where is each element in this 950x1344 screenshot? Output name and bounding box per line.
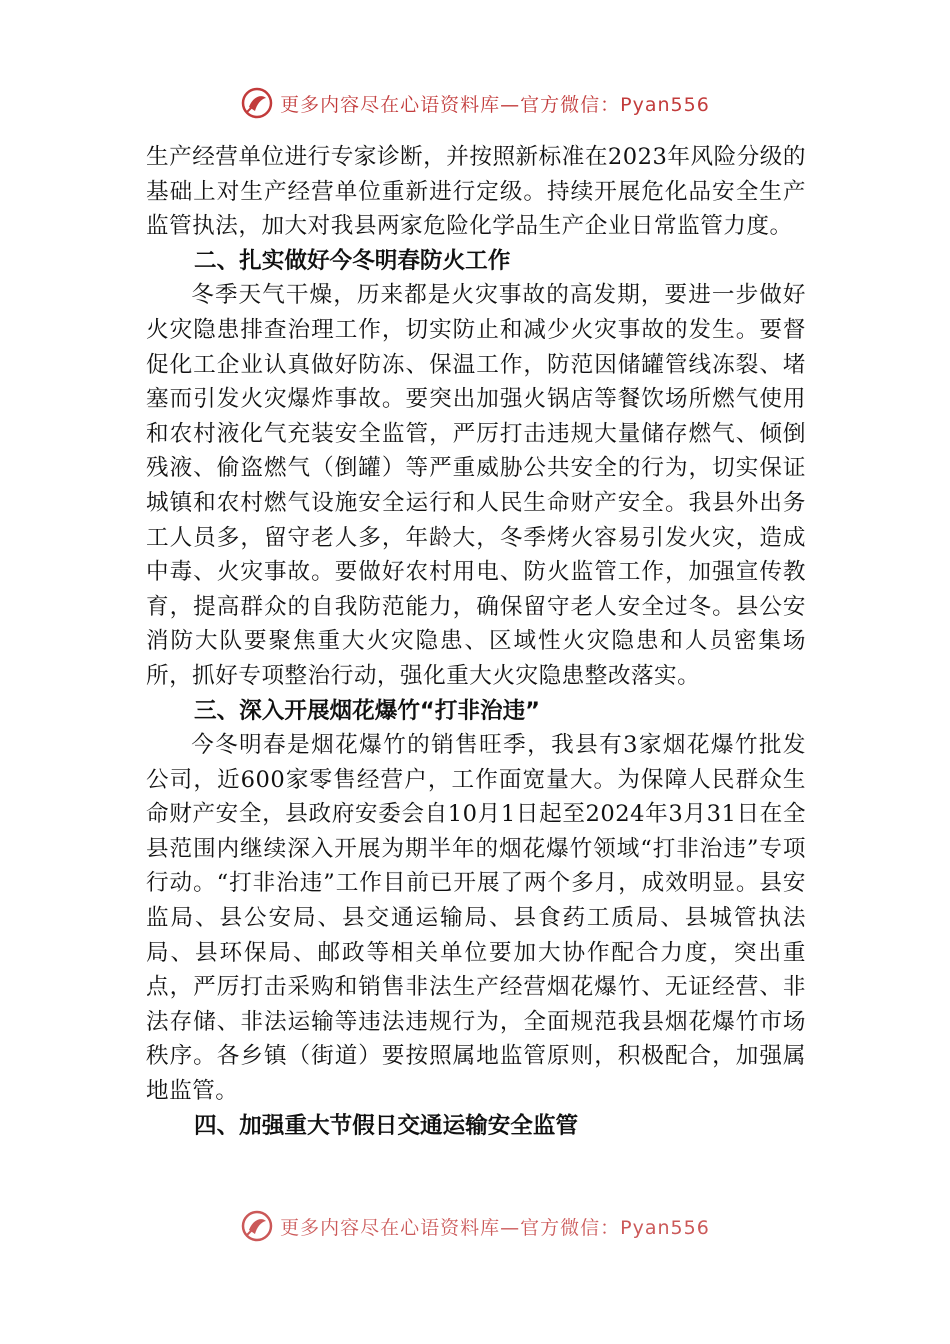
document-body [146,140,806,1143]
body-paragraph: 今冬明春是烟花爆竹的销售旺季，我县有3家烟花爆竹批发公司，近600家零售经营户，工作面宽量大。为保障人民群众生命财产安全，县政府安委会自10月1日起至2024年3月31日在全县范围内继续深入开展为期半年的烟花爆竹领域“打非治违”专项行动。“打非治违”工作目前已开展了两个多月，成效明显。县安监局、县公安局、县交通运输局、县食药工质局、县城管执法局、县环保局、邮政等相关单位要加大协作配合力度，突出重点，严厉打击采购和销售非法生产经营烟花爆竹、无证经营、非法存储、非法运输等违法违规行为，全面规范我县烟花爆竹市场秩序。各乡镇（街道）要按照属地监管原则，积极配合，加强属地监管。 [146,732,806,1105]
section-heading: 三、深入开展烟花爆竹“打非治违” [194,697,541,724]
watermark-banner-bottom [0,1206,950,1246]
watermark-logo-icon [240,1209,274,1243]
watermark-text: 更多内容尽在心语资料库—官方微信：Pyan556 [280,93,710,116]
section-heading: 二、扎实做好今冬明春防火工作 [194,247,511,274]
watermark-banner-top [0,83,950,123]
body-paragraph: 冬季天气干燥，历来都是火灾事故的高发期，要进一步做好火灾隐患排查治理工作，切实防止和减少火灾事故的发生。要督促化工企业认真做好防冻、保温工作，防范因储罐管线冻裂、堵塞而引发火灾爆炸事故。要突出加强火锅店等餐饮场所燃气使用和农村液化气充装安全监管，严厉打击违规大量储存燃气、倾倒残液、偷盗燃气（倒罐）等严重威胁公共安全的行为，切实保证城镇和农村燃气设施安全运行和人民生命财产安全。我县外出务工人员多，留守老人多，年龄大，冬季烤火容易引发火灾，造成中毒、火灾事故。要做好农村用电、防火监管工作，加强宣传教育，提高群众的自我防范能力，确保留守老人安全过冬。县公安消防大队要聚焦重大火灾隐患、区域性火灾隐患和人员密集场所，抓好专项整治行动，强化重大火灾隐患整改落实。 [146,282,806,689]
watermark-text: 更多内容尽在心语资料库—官方微信：Pyan556 [280,1216,710,1239]
watermark-logo-icon [240,86,274,120]
section-heading: 四、加强重大节假日交通运输安全监管 [194,1112,579,1139]
body-paragraph: 生产经营单位进行专家诊断，并按照新标准在2023年风险分级的基础上对生产经营单位重新进行定级。持续开展危化品安全生产监管执法，加大对我县两家危险化学品生产企业日常监管力度。 [146,144,806,240]
